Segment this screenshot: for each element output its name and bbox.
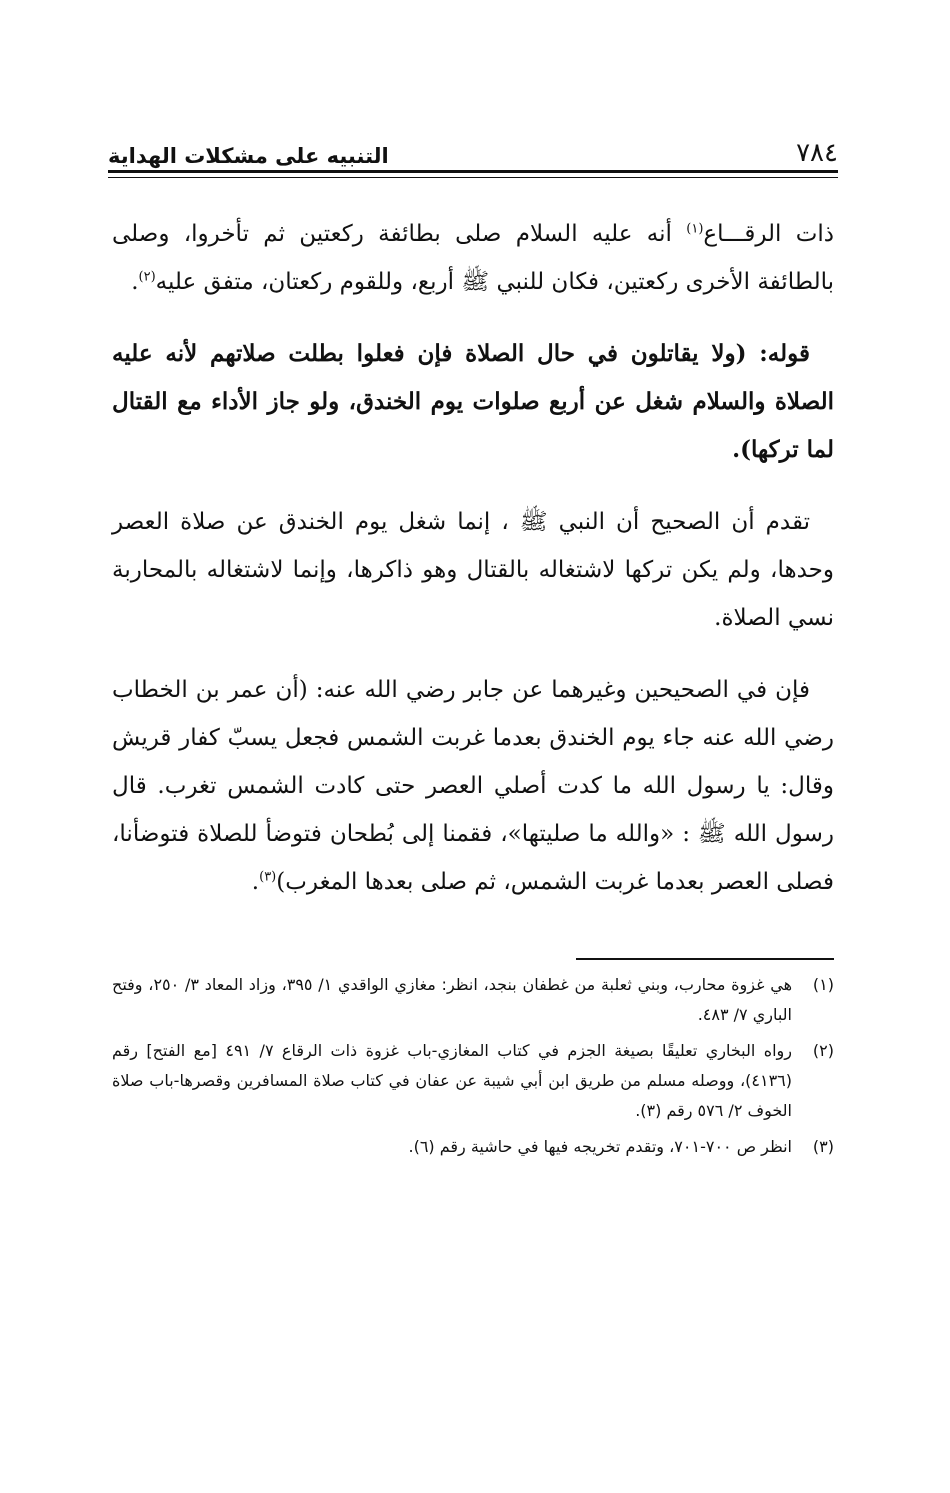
paragraph-1-start: ذات الرقـــاع [703, 221, 835, 247]
footnotes [112, 970, 834, 1168]
paragraph-4-text: فإن في الصحيحين وغيرهما عن جابر رضي الله عنه: (أن عمر بن الخطاب رضي الله عنه جاء يوم الخندق بعدما غربت الشمس فجعل يسبّ كفار قريش وقال: يا رسول الله ما كدت أصلي العصر حتى كادت الشمس تغرب. قال رسول الله ﷺ : «والله ما صليتها»، فقمنا إلى بُطحان فتوضأ للصلاة فتوضأنا، فصلى العصر بعدما غربت الشمس، ثم صلى بعدها المغرب) [112, 677, 834, 895]
footnote-3 [112, 1132, 834, 1162]
footnote-text: رواه البخاري تعليقًا بصيغة الجزم في كتاب المغازي-باب غزوة ذات الرقاع ٧/ ٤٩١ [مع الفتح] رقم (٤١٣٦)، ووصله مسلم من طريق ابن أبي شيبة عن عفان في كتاب صلاة المسافرين وقصرها-باب صلاة الخوف ٢/ ٥٧٦ رقم (٣). [112, 1041, 792, 1120]
footnote-ref-3: (٣) [259, 869, 277, 885]
footnote-ref-2: (٢) [138, 269, 156, 285]
paragraph-3: تقدم أن الصحيح أن النبي ﷺ ، إنما شغل يوم الخندق عن صلاة العصر وحدها، ولم يكن تركها لاشتغاله بالقتال وهو ذاكرها، وإنما لاشتغاله بالمحاربة نسي الصلاة. [112, 509, 834, 631]
paragraph-1 [112, 210, 834, 306]
page-header [108, 128, 838, 168]
footnote-1 [112, 970, 834, 1030]
paragraph-1-end: . [131, 269, 139, 295]
header-rule-thin [108, 177, 838, 178]
footnote-separator [576, 958, 834, 960]
footnote-2 [112, 1036, 834, 1126]
header-rule-thick [108, 170, 838, 173]
paragraph-4-end: . [251, 869, 260, 895]
main-text [112, 210, 834, 930]
page-number: ٧٨٤ [796, 138, 838, 168]
paragraph-1-text: أنه عليه السلام صلى بطائفة ركعتين ثم تأخروا، وصلى بالطائفة الأخرى ركعتين، فكان للنبي ﷺ أربع، وللقوم ركعتان، متفق عليه [112, 221, 834, 295]
book-title: التنبيه على مشكلات الهداية [108, 144, 389, 168]
footnote-ref-1: (١) [686, 221, 704, 237]
paragraph-4 [112, 666, 834, 906]
footnote-number: (٢) [812, 1041, 834, 1060]
footnote-text: انظر ص ٧٠٠-٧٠١، وتقدم تخريجه فيها في حاشية رقم (٦). [408, 1137, 792, 1156]
footnote-number: (١) [812, 975, 834, 994]
quoted-text-paragraph: قوله: (ولا يقاتلون في حال الصلاة فإن فعلوا بطلت صلاتهم لأنه عليه الصلاة والسلام شغل عن أربع صلوات يوم الخندق، ولو جاز الأداء مع القتال لما تركها). [112, 340, 834, 463]
footnote-number: (٣) [812, 1137, 834, 1156]
footnote-text: هي غزوة محارب، وبني ثعلبة من غطفان بنجد، انظر: مغازي الواقدي ١/ ٣٩٥، وزاد المعاد ٣/ ٢٥٠، وفتح الباري ٧/ ٤٨٣. [112, 975, 793, 1024]
